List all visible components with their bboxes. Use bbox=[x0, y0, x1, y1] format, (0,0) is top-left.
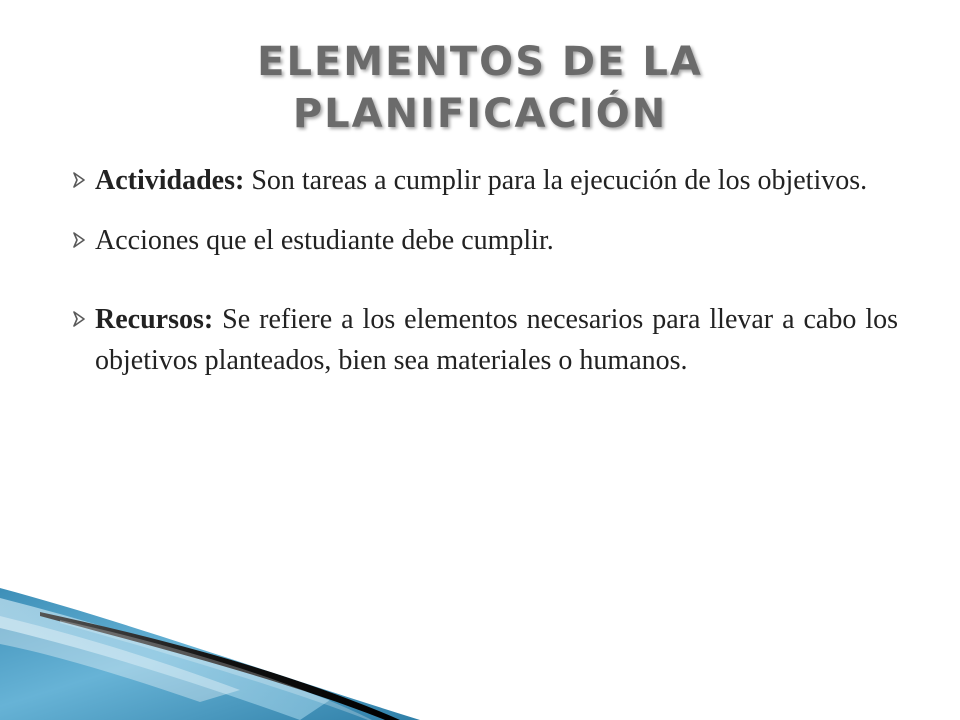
bullet-term: Recursos: bbox=[95, 304, 214, 335]
title-line-1: ELEMENTOS DE LA bbox=[257, 39, 703, 85]
bullet-text: Se refiere a los elementos necesarios para llevar a cabo los objetivos planteados, bien sea materiales o humanos. bbox=[95, 304, 898, 376]
bullet-text: Son tareas a cumplir para la ejecución de los objetivos. bbox=[244, 165, 868, 196]
bullet-term: Actividades: bbox=[95, 165, 245, 196]
bullet-text: Acciones que el estudiante debe cumplir. bbox=[95, 225, 554, 256]
title-line-2: PLANIFICACIÓN bbox=[292, 91, 668, 137]
